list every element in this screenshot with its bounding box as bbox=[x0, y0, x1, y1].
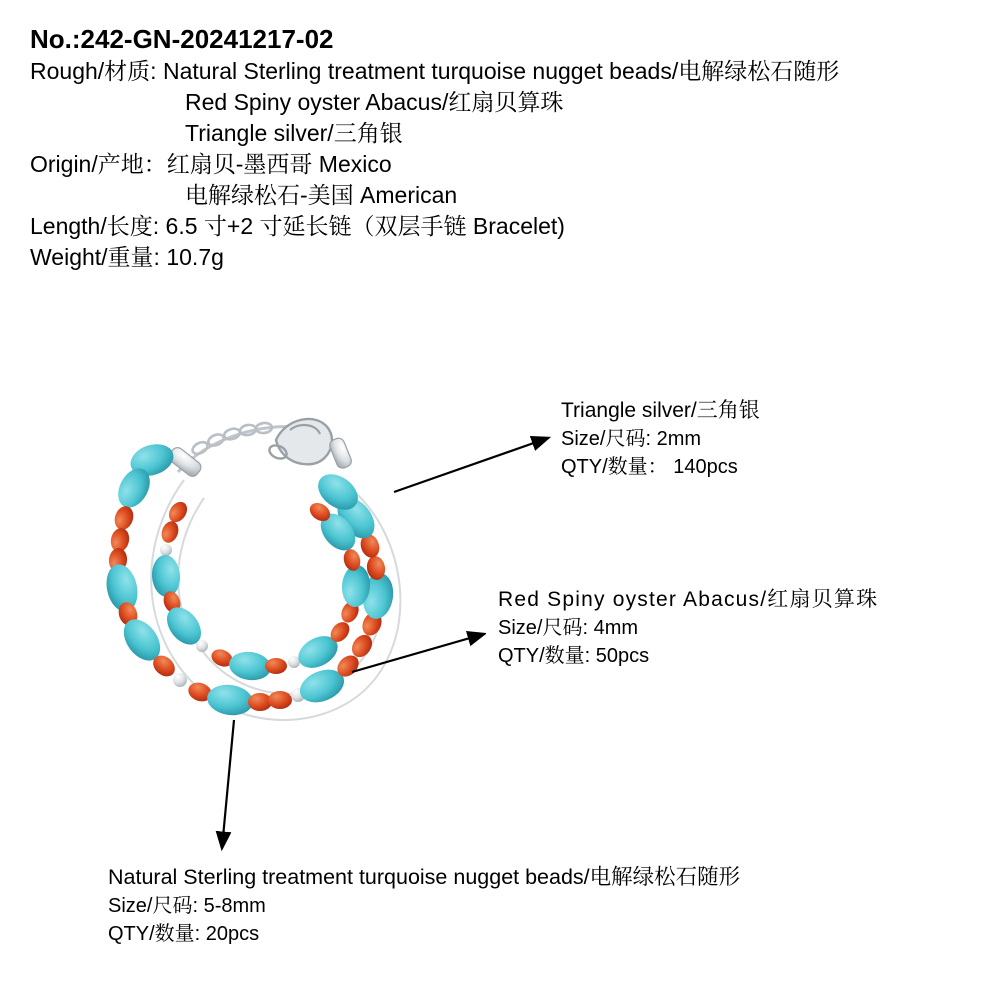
rough-value-1: Natural Sterling treatment turquoise nugget beads/电解绿松石随形 bbox=[162, 58, 840, 84]
rough-line-3 bbox=[30, 118, 970, 149]
rough-value-2: Red Spiny oyster Abacus/红扇贝算珠 bbox=[185, 89, 564, 115]
oyster-bead bbox=[112, 504, 137, 532]
size-label: Size/尺码: bbox=[561, 428, 652, 450]
qty-value: 50pcs bbox=[595, 645, 650, 667]
origin-label: Origin/产地： bbox=[30, 151, 167, 177]
size-label: Size/尺码: bbox=[498, 617, 589, 639]
page-bottom-edge bbox=[0, 988, 1000, 1000]
silver-spacer-bead bbox=[288, 656, 300, 668]
weight-value: 10.7g bbox=[166, 244, 224, 270]
rough-label: Rough/材质: bbox=[30, 58, 157, 84]
callout-title: Red Spiny oyster Abacus/红扇贝算珠 bbox=[498, 588, 879, 611]
size-value: 4mm bbox=[593, 617, 639, 639]
callout-red-spiny-oyster bbox=[498, 585, 878, 670]
silver-spacer-bead bbox=[196, 640, 208, 652]
oyster-bead bbox=[268, 691, 292, 709]
callout-size-row bbox=[561, 425, 760, 453]
origin-value-2: 电解绿松石-美国 American bbox=[185, 182, 458, 208]
callout-qty-row bbox=[498, 642, 878, 670]
oyster-bead bbox=[265, 658, 287, 674]
silver-tube-bead bbox=[328, 436, 353, 469]
silver-spacer-bead bbox=[173, 673, 187, 687]
edge-clip-mask bbox=[486, 585, 498, 685]
size-value: 5-8mm bbox=[203, 895, 266, 917]
origin-value-1: 红扇贝-墨西哥 Mexico bbox=[166, 151, 392, 177]
origin-line-2 bbox=[30, 180, 970, 211]
item-number-value: 242-GN-20241217-02 bbox=[80, 24, 334, 54]
clasp-and-extension-chain bbox=[178, 419, 332, 472]
callout-title: Triangle silver/三角银 bbox=[561, 399, 760, 422]
qty-value: 20pcs bbox=[205, 923, 260, 945]
rough-line-1 bbox=[30, 56, 970, 87]
origin-line-1 bbox=[30, 149, 970, 180]
callout-turquoise-nugget bbox=[108, 863, 740, 948]
silver-spacer-bead bbox=[160, 544, 172, 556]
length-label: Length/长度: bbox=[30, 213, 160, 239]
qty-label: QTY/数量: bbox=[498, 645, 591, 667]
size-label: Size/尺码: bbox=[108, 895, 199, 917]
rough-line-2 bbox=[30, 87, 970, 118]
qty-value: 140pcs bbox=[673, 456, 738, 478]
callout-title: Natural Sterling treatment turquoise nugget beads/电解绿松石随形 bbox=[108, 865, 741, 889]
item-number-label: No.: bbox=[30, 24, 81, 54]
callout-triangle-silver bbox=[561, 396, 760, 481]
callout-size-row bbox=[108, 892, 740, 920]
callout-qty-row bbox=[108, 920, 740, 948]
product-photo bbox=[80, 400, 500, 800]
weight-label: Weight/重量: bbox=[30, 244, 160, 270]
inner-strand-beads bbox=[151, 498, 372, 682]
length-line bbox=[30, 211, 970, 242]
silver-tube-bead bbox=[167, 445, 204, 479]
product-spec-block bbox=[30, 22, 970, 273]
callout-size-row bbox=[498, 614, 878, 642]
qty-label: QTY/数量: bbox=[108, 923, 201, 945]
rough-value-3: Triangle silver/三角银 bbox=[185, 120, 403, 146]
size-value: 2mm bbox=[656, 428, 702, 450]
qty-label: QTY/数量： bbox=[561, 456, 668, 478]
item-number-line bbox=[30, 22, 970, 56]
length-value: 6.5 寸+2 寸延长链（双层手链 Bracelet) bbox=[165, 213, 565, 239]
weight-line bbox=[30, 242, 970, 273]
callout-qty-row bbox=[561, 453, 760, 481]
turquoise-bead bbox=[151, 554, 182, 598]
turquoise-bead bbox=[205, 682, 255, 718]
